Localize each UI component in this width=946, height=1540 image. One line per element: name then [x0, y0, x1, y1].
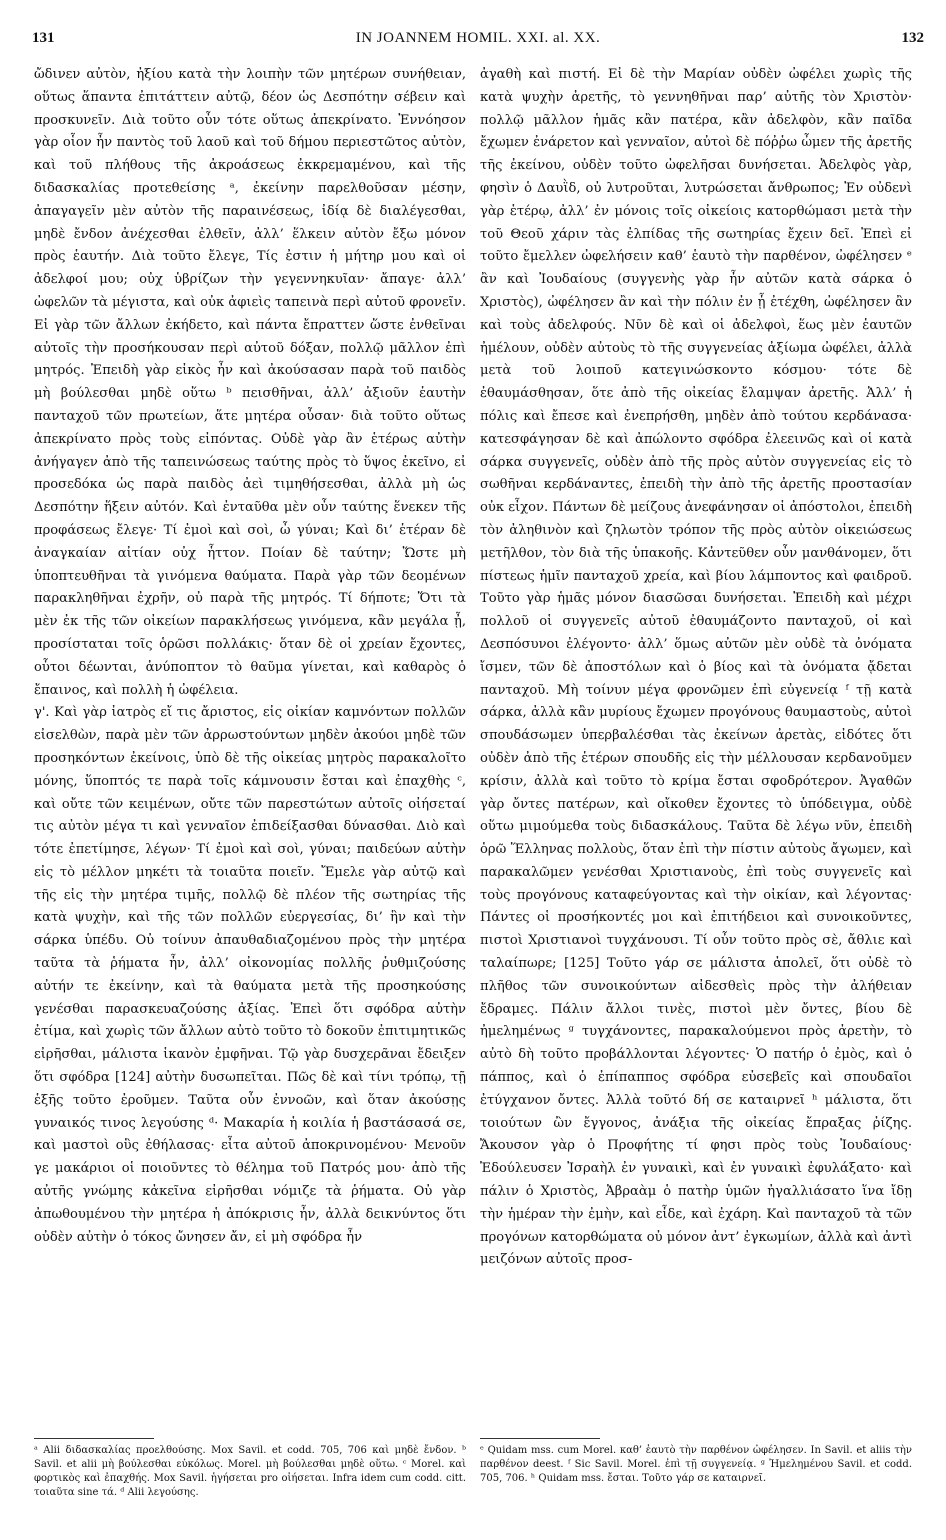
footnote-rule	[34, 1438, 154, 1439]
footnotes-left-text: ᵃ Alii διδασκαλίας προελθούσης. Mox Savil. et codd. 705, 706 καὶ μηδὲ ἔνδον. ᵇ Savil. et alii μὴ βούλεσθαι εὐκόλως. Morel. μὴ βούλεσθαι μηδὲ οὕτω. ᶜ Morel. καὶ φορτικὸς καὶ ἐπαχθής. Mox Savil. ἡγήσεται pro οἰήσεται. Infra idem cum codd. citt. τοιαῦτα sine τά. ᵈ Alii λεγούσης.	[34, 1445, 466, 1498]
right-text-column	[480, 64, 912, 1432]
right-paragraph-1: ἀγαθὴ καὶ πιστή. Εἰ δὲ τὴν Μαρίαν οὐδὲν ὠφέλει χωρὶς τῆς κατὰ ψυχὴν ἀρετῆς, τὸ γεννηθῆναι παρ’ αὐτῆς τὸν Χριστὸν· πολλῷ μᾶλλον ἡμᾶς κἂν πατέρα, κἂν ἀδελφὸν, κἂν παῖδα ἔχωμεν ἐνάρετον καὶ γενναῖον, αὐτοὶ δὲ πόῤῥω ὦμεν τῆς ἀρετῆς τῆς ἐκείνου, οὐδὲν τοῦτο ὠφελῆσαι δυνήσεται. Ἀδελφὸς γὰρ, φησὶν ὁ Δαυῒδ, οὐ λυτροῦται, λυτρώσεται ἄνθρωπος; Ἐν οὐδενὶ γὰρ ἑτέρῳ, ἀλλ’ ἐν μόνοις τοῖς οἰκείοις κατορθώμασι μετὰ τὴν τοῦ Θεοῦ χάριν τὰς ἐλπίδας τῆς σωτηρίας ἔχειν δεῖ. Ἐπεὶ εἰ τοῦτο ἔμελλεν ὠφελήσειν καθ’ ἑαυτὸ τὴν παρθένον, ὠφέλησεν ᵉ ἂν καὶ Ἰουδαίους (συγγενὴς γὰρ ἦν αὐτῶν κατὰ σάρκα ὁ Χριστὸς), ὠφέλησεν ἂν καὶ τὴν πόλιν ἐν ᾗ ἐτέχθη, ὠφέλησεν ἂν καὶ τοὺς ἀδελφούς. Νῦν δὲ καὶ οἱ ἀδελφοὶ, ἕως μὲν ἑαυτῶν ἠμέλουν, οὐδὲν αὐτοὺς τὸ τῆς συγγενείας ἀξίωμα ὠφέλει, ἀλλὰ μετὰ τοῦ λοιποῦ κατεγινώσκοντο κόσμου· τότε δὲ ἐθαυμάσθησαν, ὅτε ἀπὸ τῆς οἰκείας ἔλαμψαν ἀρετῆς. Ἀλλ’ ἡ πόλις καὶ ἔπεσε καὶ ἐνεπρήσθη, μηδὲν ἀπὸ τούτου κερδάνασα· κατεσφάγησαν δὲ καὶ ἀπώλοντο σφόδρα ἐλεεινῶς καὶ οἱ κατὰ σάρκα συγγενεῖς, οὐδὲν ἀπὸ τῆς πρὸς αὐτὸν συγγενείας εἰς τὸ σωθῆναι κερδάναντες, ἐπειδὴ τὴν ἀπὸ τῆς ἀρετῆς προστασίαν οὐκ εἶχον. Πάντων δὲ μείζους ἀνεφάνησαν οἱ ἀπόστολοι, ἐπειδὴ τὸν ἀληθινὸν καὶ ζηλωτὸν τρόπον τῆς πρὸς αὐτὸν οἰκειώσεως μετῆλθον, τὸν διὰ τῆς ὑπακοῆς. Κἀντεῦθεν οὖν μανθάνομεν, ὅτι πίστεως ἡμῖν πανταχοῦ χρεία, καὶ βίου λάμποντος καὶ φαιδροῦ. Τοῦτο γὰρ ἡμᾶς μόνον διασῶσαι δυνήσεται. Ἐπειδὴ καὶ μέχρι πολλοῦ οἱ συγγενεῖς αὐτοῦ ἐθαυμάζοντο πανταχοῦ, οἱ καὶ Δεσπόσυνοι ἐλέγοντο· ἀλλ’ ὅμως αὐτῶν μὲν οὐδὲ τὰ ὀνόματα ἴσμεν, τῶν δὲ ἀποστόλων καὶ ὁ βίος καὶ τὰ ὀνόματα ᾄδεται πανταχοῦ. Μὴ τοίνυν μέγα φρονῶμεν ἐπὶ εὐγενείᾳ ᶠ τῇ κατὰ σάρκα, ἀλλὰ κἂν μυρίους ἔχωμεν προγόνους θαυμαστοὺς, αὐτοὶ σπουδάσωμεν ὑπερβαλέσθαι τὰς ἐκείνων ἀρετὰς, εἰδότες ὅτι οὐδὲν ἀπὸ τῆς ἑτέρων σπουδῆς εἰς τὴν μέλλουσαν κερδανοῦμεν κρίσιν, ἀλλὰ καὶ τοῦτο τὸ κρίμα ἔσται σφοδρότερον. Ἀγαθῶν γὰρ ὄντες πατέρων, καὶ οἴκοθεν ἔχοντες τὸ ὑπόδειγμα, οὐδὲ οὕτω μιμούμεθα τοὺς διδασκάλους. Ταῦτα δὲ λέγω νῦν, ἐπειδὴ ὁρῶ Ἕλληνας πολλοὺς, ὅταν ἐπὶ τὴν πίστιν αὐτοὺς ἄγωμεν, καὶ παρακαλῶμεν γενέσθαι Χριστιανοὺς, ἐπὶ τοὺς συγγενεῖς καὶ τοὺς προγόνους καταφεύγοντας καὶ τὴν οἰκίαν, καὶ λέγοντας· Πάντες οἱ προσήκοντές μοι καὶ ἐπιτήδειοι καὶ συνοικοῦντες, πιστοὶ Χριστιανοὶ τυγχάνουσι. Τί οὖν τοῦτο πρὸς σὲ, ἄθλιε καὶ ταλαίπωρε; [125] Τοῦτο γάρ σε μάλιστα ἀπολεῖ, ὅτι οὐδὲ τὸ πλῆθος τῶν συνοικούντων αἰδεσθεὶς πρὸς τὴν ἀλήθειαν ἔδραμες. Πάλιν ἄλλοι τινὲς, πιστοὶ μὲν ὄντες, βίου δὲ ἠμελημένως ᵍ τυγχάνοντες, παρακαλούμενοι πρὸς ἀρετὴν, τὸ αὐτὸ δὴ τοῦτο προβάλλονται λέγοντες· Ὁ πατήρ ὁ ἐμὸς, καὶ ὁ πάππος, καὶ ὁ ἐπίπαππος σφόδρα εὐσεβεῖς καὶ σπουδαῖοι ἐτύγχανον ὄντες. Ἀλλὰ τοῦτό δή σε καταιρνεῖ ʰ μάλιστα, ὅτι τοιούτων ὢν ἔγγονος, ἀνάξια τῆς οἰκείας ἔπραξας ῥίζης. Ἄκουσον γὰρ ὁ Προφήτης τί φησι πρὸς τοὺς Ἰουδαίους· Ἐδούλευσεν Ἰσραὴλ ἐν γυναικὶ, καὶ ἐν γυναικὶ ἐφυλάξατο· καὶ πάλιν ὁ Χριστὸς, Ἀβραὰμ ὁ πατὴρ ὑμῶν ἠγαλλιάσατο ἵνα ἴδῃ τὴν ἡμέραν τὴν ἐμὴν, καὶ εἶδε, καὶ ἐχάρη. Καὶ πανταχοῦ τὰ τῶν προγόνων κατορθώματα οὐ μόνον ἀντ’ ἐγκωμίων, ἀλλὰ καὶ ἀντὶ μειζόνων αὐτοῖς προσ-	[480, 67, 912, 1268]
left-paragraph-1: ὤδινεν αὐτὸν, ἠξίου κατὰ τὴν λοιπὴν τῶν μητέρων συνήθειαν, οὕτως ἅπαντα ἐπιτάττειν αὐτῷ, δέον ὡς Δεσπότην σέβειν καὶ προσκυνεῖν. Διὰ τοῦτο οὖν τότε οὕτως ἀπεκρίνατο. Ἐννόησον γὰρ οἷον ἦν παντὸς τοῦ λαοῦ καὶ τοῦ δήμου περιεστῶτος αὐτὸν, καὶ τοῦ πλήθους τῆς ἀκροάσεως ἐκκρεμαμένου, καὶ τῆς διδασκαλίας προτεθείσης ᵃ, ἐκείνην παρελθοῦσαν μέσην, ἀπαγαγεῖν μὲν αὐτὸν τῆς παραινέσεως, ἰδίᾳ δὲ διαλέγεσθαι, μηδὲ ἔνδον ἀνέχεσθαι ἐλθεῖν, ἀλλ’ ἕλκειν αὐτὸν ἔξω μόνον πρὸς ἑαυτήν. Διὰ τοῦτο ἔλεγε, Τίς ἐστιν ἡ μήτηρ μου καὶ οἱ ἀδελφοί μου; οὐχ ὑβρίζων τὴν γεγεννηκυῖαν· ἄπαγε· ἀλλ’ ὠφελῶν τὰ μέγιστα, καὶ οὐκ ἀφιεὶς ταπεινὰ περὶ αὐτοῦ φρονεῖν. Εἰ γὰρ τῶν ἄλλων ἐκήδετο, καὶ πάντα ἔπραττεν ὥστε ἐνθεῖναι αὐτοῖς τὴν προσήκουσαν περὶ αὐτοῦ δόξαν, πολλῷ μᾶλλον ἐπὶ μητρός. Ἐπειδὴ γὰρ εἰκὸς ἦν καὶ ἀκούσασαν παρὰ τοῦ παιδὸς μὴ βούλεσθαι μηδὲ οὕτω ᵇ πεισθῆναι, ἀλλ’ ἀξιοῦν ἑαυτὴν πανταχοῦ τῶν πρωτείων, ἅτε μητέρα οὖσαν· διὰ τοῦτο οὕτως ἀπεκρίνατο πρὸς τοὺς εἰπόντας. Οὐδὲ γὰρ ἂν ἑτέρως αὐτὴν ἀνήγαγεν ἀπὸ τῆς ταπεινώσεως ταύτης πρὸς τὸ ὕψος ἐκεῖνο, εἰ προσεδόκα ὡς παρὰ παιδὸς ἀεὶ τιμηθήσεσθαι, ἀλλὰ μὴ ὡς Δεσπότην ἥξειν αὐτόν. Καὶ ἐνταῦθα μὲν οὖν ταύτης ἕνεκεν τῆς προφάσεως ἔλεγε· Τί ἐμοὶ καὶ σοὶ, ὦ γύναι; Καὶ δι’ ἑτέραν δὲ ἀναγκαίαν αἰτίαν οὐχ ἧττον. Ποίαν δὲ ταύτην; Ὥστε μὴ ὑποπτευθῆναι τὰ γινόμενα θαύματα. Παρὰ γὰρ τῶν δεομένων παρακληθῆναι ἐχρῆν, οὐ παρὰ τῆς μητρός. Τί δήποτε; Ὅτι τὰ μὲν ἐκ τῆς τῶν οἰκείων παρακλήσεως γινόμενα, κἂν μεγάλα ᾖ, προσίσταται τοῖς ὁρῶσι πολλάκις· ὅταν δὲ οἱ χρείαν ἔχοντες, οὗτοι δέωνται, ἀνύποπτον τὸ θαῦμα γίνεται, καὶ καθαρὸς ὁ ἔπαινος, καὶ πολλὴ ἡ ὠφέλεια.	[34, 67, 466, 698]
left-paragraph-2: γ'. Καὶ γὰρ ἰατρὸς εἴ τις ἄριστος, εἰς οἰκίαν καμνόντων πολλῶν εἰσελθὼν, παρὰ μὲν τῶν ἀρρωστούντων μηδὲν ἀκούοι μηδὲ τῶν προσηκόντων ἐκείνοις, ὑπὸ δὲ τῆς οἰκείας μητρὸς παρακαλοῖτο μόνης, ὕποπτός τε παρὰ τοῖς κάμνουσιν ἔσται καὶ ἐπαχθὴς ᶜ, καὶ οὔτε τῶν κειμένων, οὔτε τῶν παρεστώτων αὐτοῖς οἰήσεταί τις αὐτὸν μέγα τι καὶ γενναῖον ἐπιδείξασθαι δύνασθαι. Διὸ καὶ τότε ἐπετίμησε, λέγων· Τί ἐμοὶ καὶ σοὶ, γύναι; παιδεύων αὐτὴν εἰς τὸ μέλλον μηκέτι τὰ τοιαῦτα ποιεῖν. Ἔμελε γὰρ αὐτῷ καὶ τῆς εἰς τὴν μητέρα τιμῆς, πολλῷ δὲ πλέον τῆς σωτηρίας τῆς κατὰ ψυχὴν, καὶ τῆς τῶν πολλῶν εὐεργεσίας, δι’ ἣν καὶ τὴν σάρκα ὑπέδυ. Οὐ τοίνυν ἀπαυθαδιαζομένου πρὸς τὴν μητέρα ταῦτα τὰ ῥήματα ἦν, ἀλλ’ οἰκονομίας πολλῆς ῥυθμιζούσης αὐτήν τε ἐκείνην, καὶ τὰ θαύματα μετὰ τῆς προσηκούσης γενέσθαι παρασκευαζούσης ἀξίας. Ἐπεὶ ὅτι σφόδρα αὐτὴν ἐτίμα, καὶ χωρὶς τῶν ἄλλων αὐτὸ τοῦτο τὸ δοκοῦν ἐπιτιμητικῶς εἰρῆσθαι, μάλιστα ἱκανὸν ἐμφῆναι. Τῷ γὰρ δυσχερᾶναι ἔδειξεν ὅτι σφόδρα [124] αὐτὴν δυσωπεῖται. Πῶς δὲ καὶ τίνι τρόπῳ, τῇ ἑξῆς τοῦτο ἐροῦμεν. Ταῦτα οὖν ἐννοῶν, καὶ ὅταν ἀκούσῃς γυναικός τινος λεγούσης ᵈ· Μακαρία ἡ κοιλία ἡ βαστάσασά σε, καὶ μαστοὶ οὓς ἐθήλασας· εἶτα αὐτοῦ ἀποκρινομένου· Μενοῦν γε μακάριοι οἱ ποιοῦντες τὸ θέλημα τοῦ Πατρός μου· ἀπὸ τῆς αὐτῆς γνώμης κἀκεῖνα εἰρῆσθαι νόμιζε τὰ ῥήματα. Οὐ γὰρ ἀπωθουμένου τὴν μητέρα ἡ ἀπόκρισις ἦν, ἀλλὰ δεικνύντος ὅτι οὐδὲν αὐτὴν ὁ τόκος ὤνησεν ἄν, εἰ μὴ σφόδρα ἦν	[34, 705, 466, 1245]
page-number-right: 132	[901, 30, 924, 46]
running-header	[30, 30, 926, 56]
footnotes-right-text: ᵉ Quidam mss. cum Morel. καθ’ ἑαυτὸ τὴν παρθένον ὠφέλησεν. In Savil. et aliis τὴν παρθένον deest. ᶠ Sic Savil. Morel. ἐπὶ τῇ συγγενείᾳ. ᵍ Ἠμελημένου Savil. et codd. 705, 706. ʰ Quidam mss. ἔσται. Τοῦτο γάρ σε καταιρνεῖ.	[480, 1445, 912, 1484]
left-text-column	[34, 64, 466, 1432]
running-head-title: IN JOANNEM HOMIL. XXI. al. XX.	[355, 30, 601, 46]
footnotes-left	[34, 1438, 466, 1534]
page-number-left: 131	[32, 30, 55, 46]
footnotes-right	[480, 1438, 912, 1534]
footnote-rule	[480, 1438, 600, 1439]
